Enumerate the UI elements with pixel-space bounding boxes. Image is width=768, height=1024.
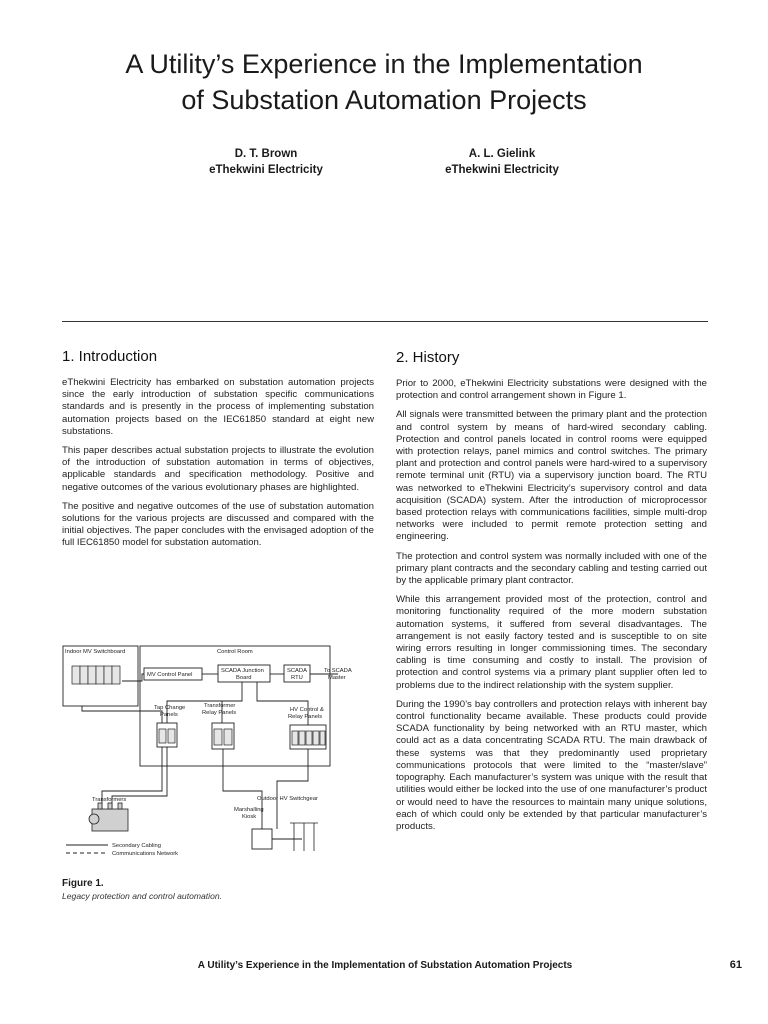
history-paragraph: All signals were transmitted between the primary plant and the protection and control system by means of hard-wired secondary cabling. Protection and control panels located in control rooms were equipped with protection relays, panel mimics and control switches. The primary plant and protection and control panels were hard-wired to a supervisory remote terminal unit (RTU) via a supervisory junction board. The RTU was networked to eThekwini Electricity’s supervisory control and data acquisition (SCADA) system. After the introduction of microprocessor based protection relays with communications facilities, simple multi-drop networks were included to permit remote protection setting and engineering.: [396, 409, 707, 543]
figure-label: Figure 1.: [62, 878, 104, 889]
introduction-heading: 1. Introduction: [62, 348, 158, 365]
footer-running-title: A Utility’s Experience in the Implementation of Substation Automation Projects: [197, 960, 573, 971]
label-indoor-mv: Indoor MV Switchboard: [65, 649, 126, 655]
paper-title-line2: of Substation Automation Projects: [181, 85, 587, 115]
label-transformers: Transformers: [92, 797, 127, 803]
author-affiliation: eThekwini Electricity: [445, 164, 559, 176]
label-hv-control-1: HV Control &: [290, 707, 324, 713]
author-2: [372, 146, 632, 178]
label-scada-rtu-2: RTU: [291, 675, 303, 681]
label-tap-change-1: Tap Change: [154, 705, 186, 711]
label-scada-jb-2: Board: [236, 675, 252, 681]
history-paragraph: While this arrangement provided most of the protection, control and monitoring functionality required of the more modern substation automation systems, it suffered from several disadvantages. The arrangement is not easily factory tested and is susceptible to on site wiring errors resulting in longer commissioning times. The secondary cabling is time consuming and costly to install. The provision of protection and control systems via a primary plant supplier often led to problems due to the indirect relationship with the system supplier.: [396, 594, 707, 691]
label-legend-comms: Communications Network: [112, 851, 179, 857]
label-to-scada-1: To SCADA: [324, 668, 352, 674]
intro-paragraph: This paper describes actual substation projects to illustrate the evolution of the introduction of substation automation in terms of objectives, applicable standards and specification methodology. Positive and negative outcomes of the various evolutionary phases are highlighted.: [62, 445, 374, 493]
label-marshalling-1: Marshalling: [234, 807, 264, 813]
label-hv-control-2: Relay Panels: [288, 714, 323, 720]
history-heading: 2. History: [396, 349, 460, 366]
figure-caption-text: Legacy protection and control automation.: [62, 891, 223, 901]
label-tap-change-2: Panels: [160, 712, 178, 718]
label-scada-rtu-1: SCADA: [287, 668, 307, 674]
page-number: 61: [729, 959, 742, 971]
right-column: [396, 348, 707, 840]
label-legend-secondary: Secondary Cabling: [112, 843, 161, 849]
label-scada-jb-1: SCADA Junction: [221, 668, 264, 674]
figure-caption: [62, 877, 362, 902]
left-column: [62, 347, 374, 557]
paper-title-line1: A Utility’s Experience in the Implementation: [125, 49, 643, 79]
label-to-scada-2: Master: [328, 675, 346, 681]
label-marshalling-2: Kiosk: [242, 814, 257, 820]
author-affiliation: eThekwini Electricity: [209, 164, 323, 176]
figure-1-diagram: [62, 641, 354, 861]
history-paragraph: During the 1990’s bay controllers and protection relays with inherent bay control functionality became available. These products could provide SCADA functionality by being networked with an RTU master, which could act as a data concentrating SCADA RTU. The main drawback of these systems was that they predominantly used proprietary communications protocols that were limited to the “master/slave” topography. Each manufacturer’s system was unique with the result that utilities would either be locked into the use of one manufacturer’s product or would need to have the resources to maintain many unique solutions, each of which could only be extended by that particular manufacturer’s products.: [396, 698, 707, 832]
paper-title: [40, 46, 728, 118]
substation-diagram: [62, 641, 354, 861]
author-name: A. L. Gielink: [468, 148, 536, 160]
history-paragraph: The protection and control system was normally included with one of the primary plant contracts and the secondary cabling and testing carried out by the applicable primary plant contractor.: [396, 550, 707, 587]
label-mv-control-panel: MV Control Panel: [147, 672, 193, 678]
marshalling-kiosk: [252, 829, 272, 849]
label-transformer-relay-2: Relay Panels: [202, 710, 237, 716]
author-1: [136, 146, 396, 178]
history-paragraph: Prior to 2000, eThekwini Electricity substations were designed with the protection and control arrangement shown in Figure 1.: [396, 378, 707, 402]
intro-paragraph: eThekwini Electricity has embarked on substation automation projects since the early introduction of substation specific communications standards and is presently in the process of implementing substation automation projects based on the IEC61850 standard at eight new substations.: [62, 377, 374, 437]
intro-paragraph: The positive and negative outcomes of the use of substation automation solutions for the various projects are discussed and compared with the initial objectives. The paper concludes with the envisaged adoption of the full IEC61850 model for substation automation.: [62, 500, 374, 549]
label-control-room: Control Room: [217, 649, 253, 655]
author-name: D. T. Brown: [234, 148, 298, 160]
header-divider: [62, 321, 708, 322]
label-transformer-relay-1: Transformer: [204, 703, 236, 709]
label-outdoor-hv: Outdoor HV Switchgear: [257, 796, 318, 802]
